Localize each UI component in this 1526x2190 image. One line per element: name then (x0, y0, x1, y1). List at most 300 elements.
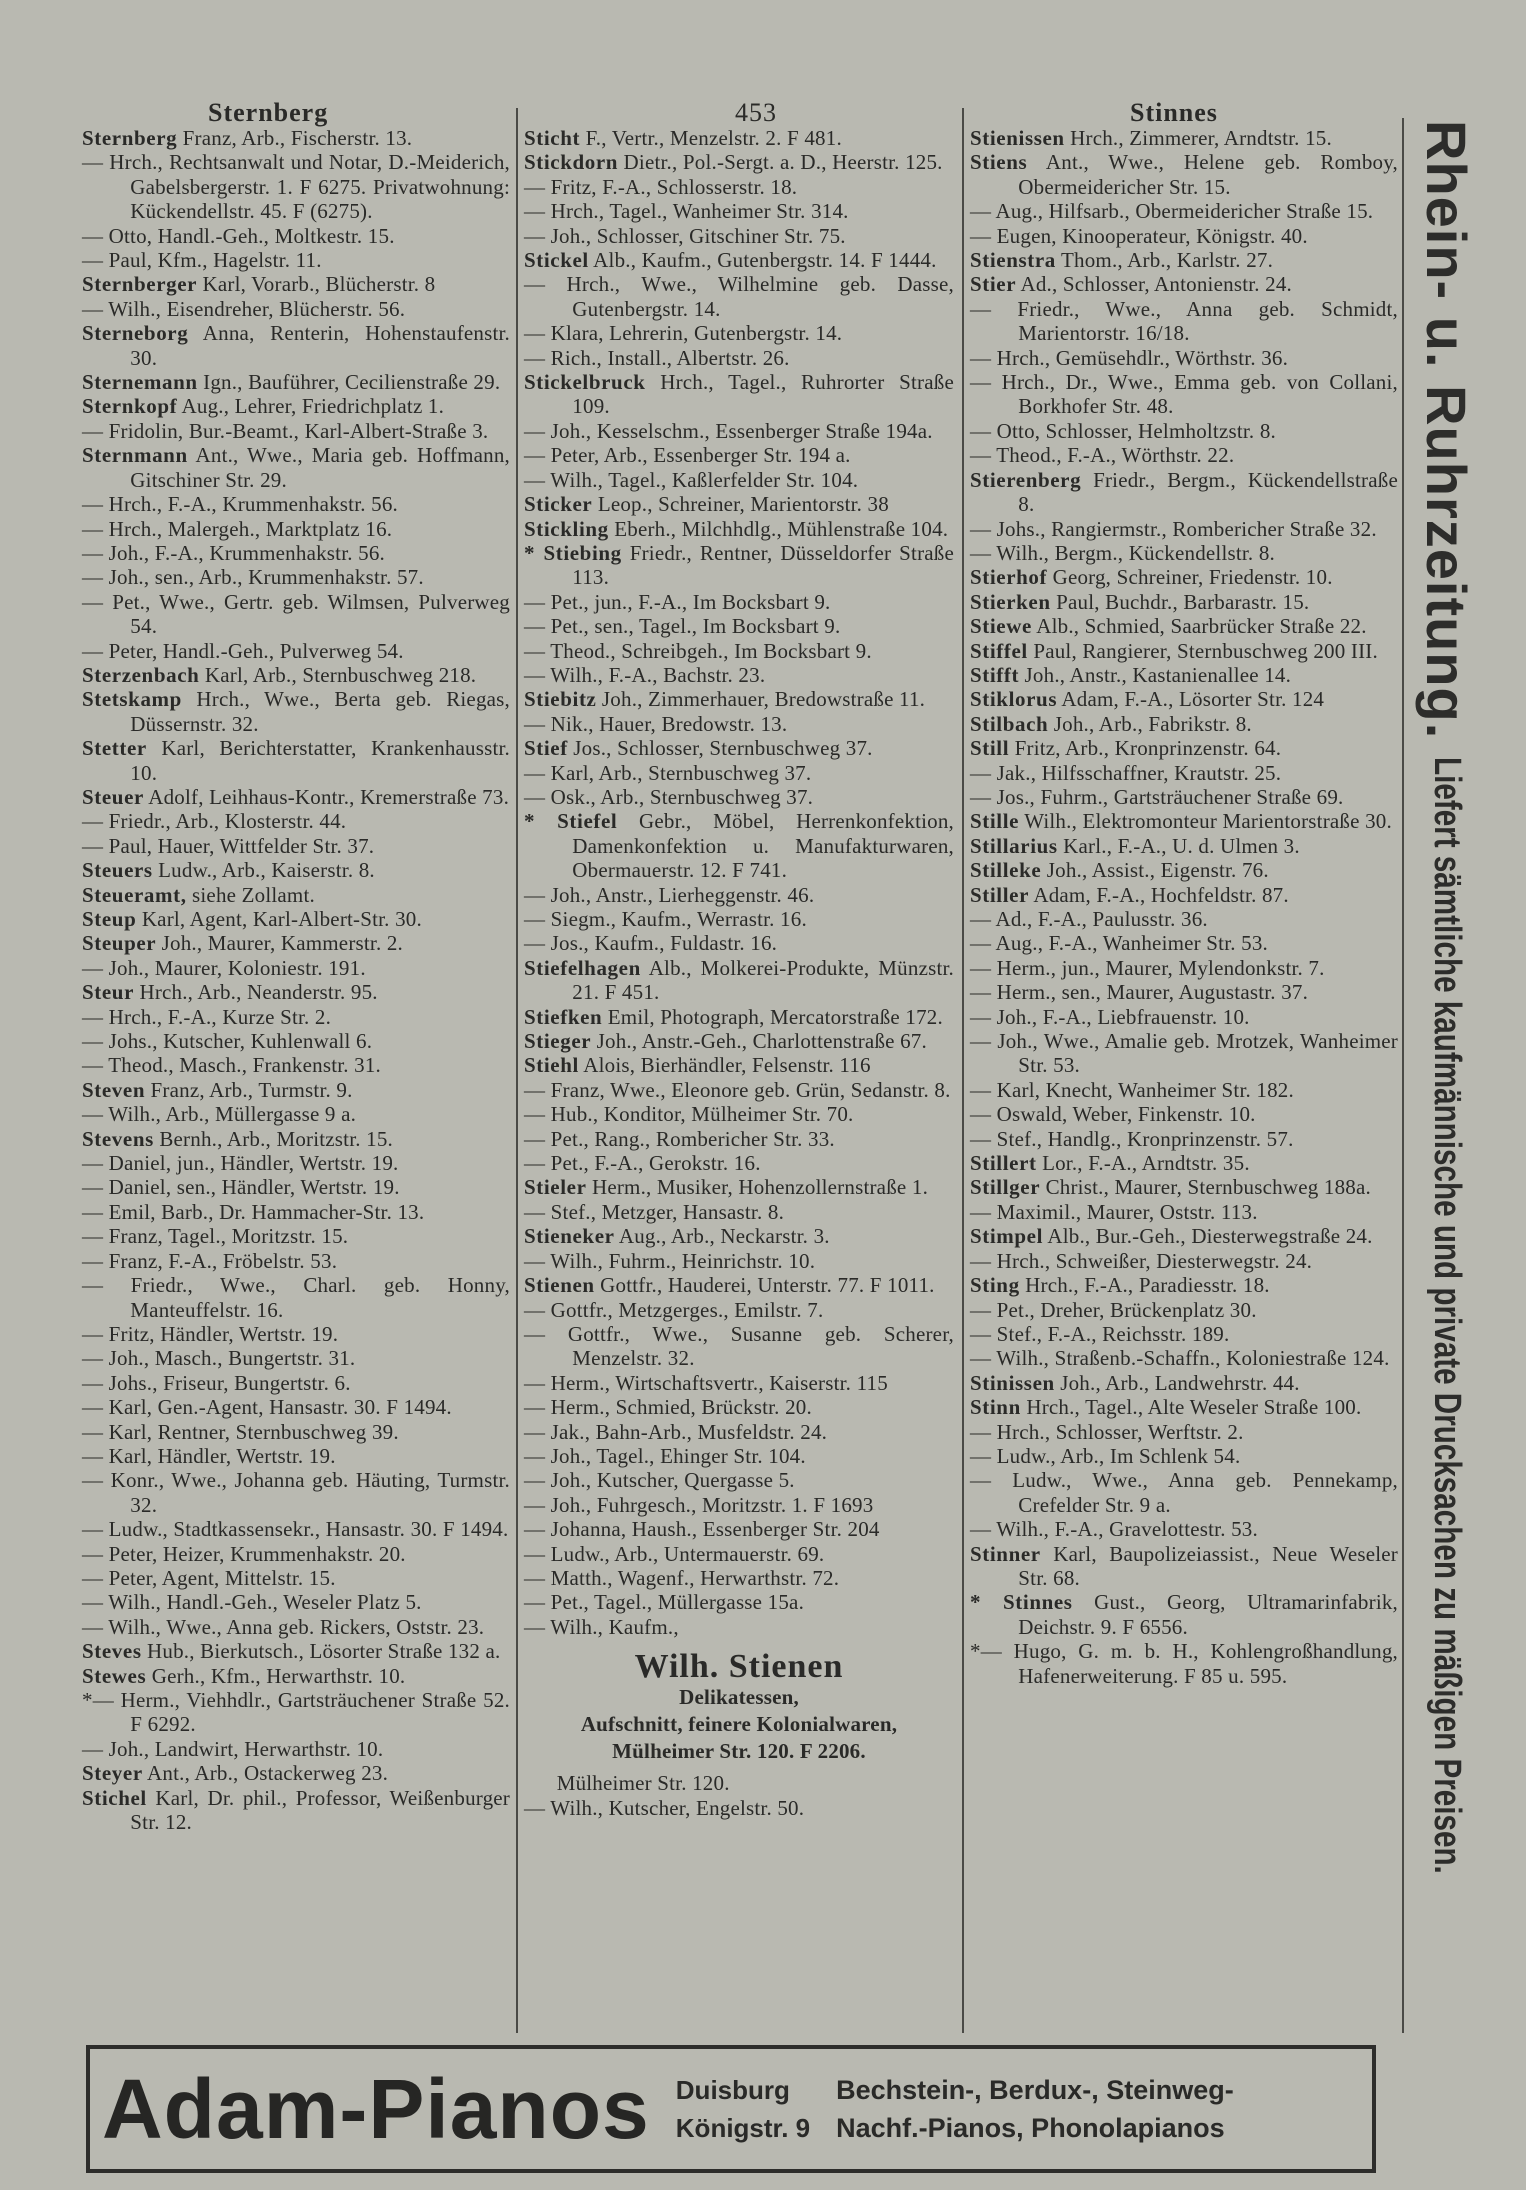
entry-details: Wilh., Elektromonteur Marientorstraße 30. (1024, 809, 1392, 834)
entry-details: Alb., Molkerei-Produkte, Münzstr. 21. F 451. (572, 955, 960, 1005)
entry-details: Jos., Schlosser, Sternbuschweg 37. (573, 736, 873, 761)
entry-details: Joh., Assist., Eigenstr. 76. (1046, 858, 1269, 883)
directory-entry (524, 907, 954, 931)
entry-details: — Wilh., Wwe., Anna geb. Rickers, Oststr. 23. (82, 1614, 485, 1639)
directory-entry (970, 663, 1398, 687)
entry-details: — Joh., Schlosser, Gitschiner Str. 75. (524, 223, 846, 248)
directory-entry (970, 1420, 1398, 1444)
inline-ad-title: Wilh. Stienen (634, 1648, 844, 1686)
directory-entry (82, 834, 510, 858)
directory-entry (82, 1420, 510, 1444)
entry-details: — Pet., Dreher, Brückenplatz 30. (970, 1297, 1257, 1322)
directory-entry (82, 1322, 510, 1346)
entry-details: — Joh., Maurer, Koloniestr. 191. (82, 955, 366, 980)
entry-details: — Hrch., Schweißer, Diesterwegstr. 24. (970, 1248, 1313, 1273)
directory-entry (524, 248, 954, 272)
directory-entry (82, 1224, 510, 1248)
directory-entry (970, 590, 1398, 614)
directory-entry (82, 1346, 510, 1370)
entry-details: — Siegm., Kaufm., Werrastr. 16. (524, 907, 807, 931)
entry-details: Bernh., Arb., Moritzstr. 15. (159, 1126, 393, 1151)
directory-entry (82, 517, 510, 541)
directory-entry (970, 1102, 1398, 1126)
entry-details: — Theod., Schreibgeh., Im Bocksbart 9. (524, 638, 872, 663)
directory-entry (970, 1005, 1398, 1029)
directory-entry (82, 1371, 510, 1395)
entry-details: Herm., Musiker, Hohenzollernstraße 1. (591, 1175, 929, 1200)
entry-details: — Pet., Tagel., Müllergasse 15a. (524, 1590, 805, 1615)
entry-details: — Hrch., Schlosser, Werftstr. 2. (970, 1419, 1244, 1444)
entry-details: Aug., Lehrer, Friedrichplatz 1. (181, 394, 445, 419)
entry-surname: Stiefken (524, 1004, 603, 1029)
directory-entry (970, 1639, 1404, 1688)
directory-entry (524, 1249, 954, 1273)
directory-entry (82, 541, 510, 565)
entry-surname: Stiewe (970, 614, 1032, 639)
entry-details: — Karl, Händler, Wertstr. 19. (82, 1443, 336, 1468)
directory-entry (524, 687, 954, 711)
entry-surname: Stickling (524, 516, 609, 541)
entry-surname: Stieneker (524, 1224, 615, 1249)
directory-entry (524, 1542, 954, 1566)
entry-details: — Joh., F.-A., Krummenhakstr. 56. (82, 540, 385, 565)
directory-entry (970, 956, 1398, 980)
entry-details: Ad., Schlosser, Antonienstr. 24. (1020, 272, 1293, 297)
directory-entry (82, 150, 516, 224)
entry-details: *— Hugo, G. m. b. H., Kohlengroßhandlung, Hafenerweiterung. F 85 u. 595. (970, 1639, 1404, 1688)
directory-entry (524, 1493, 954, 1517)
entry-details: Dietr., Pol.-Sergt. a. D., Heerstr. 125. (623, 150, 943, 175)
directory-entry (82, 931, 510, 955)
directory-entry (970, 1078, 1398, 1102)
directory-entry (524, 955, 960, 1005)
entry-details: — Hrch., Malergeh., Marktplatz 16. (82, 516, 393, 541)
entry-details: — Joh., Kesselschm., Essenberger Straße 194a. (524, 418, 933, 443)
entry-details: Karl., F.-A., U. d. Ulmen 3. (1063, 833, 1300, 858)
entry-details: — Gottfr., Metzgerges., Emilstr. 7. (524, 1297, 824, 1322)
directory-entry (82, 1151, 510, 1175)
entry-details: — Fritz, Händler, Wertstr. 19. (82, 1321, 339, 1346)
entry-surname: Stilleke (970, 858, 1042, 883)
entry-details: — Wilh., Handl.-Geh., Weseler Platz 5. (82, 1590, 422, 1615)
directory-entry (82, 1249, 510, 1273)
entry-details: — Osk., Arb., Sternbuschweg 37. (524, 784, 814, 809)
directory-entry (524, 809, 960, 883)
directory-entry (970, 1298, 1398, 1322)
entry-surname: Stillger (970, 1175, 1041, 1200)
entry-details: Joh., Anstr., Kastanienallee 14. (1024, 662, 1292, 687)
entry-surname: Stinissen (970, 1370, 1055, 1395)
directory-entry (524, 1395, 954, 1419)
entry-details: Friedr., Bergm., Kückendellstraße 8. (1018, 467, 1404, 517)
directory-entry (970, 541, 1398, 565)
entry-surname: Steven (82, 1077, 146, 1102)
directory-entry (82, 663, 510, 687)
entry-details: — Wilh., F.-A., Bachstr. 23. (524, 662, 766, 687)
directory-entry (82, 1542, 510, 1566)
entry-surname: Stetter (82, 736, 147, 761)
bottom-ad-address: Königstr. 9 (675, 2113, 811, 2143)
entry-details: — Herm., jun., Maurer, Mylendonkstr. 7. (970, 955, 1325, 980)
entry-details: — Rich., Install., Albertstr. 26. (524, 345, 790, 370)
directory-entry (82, 1053, 510, 1077)
directory-entry (82, 1175, 510, 1199)
directory-entry (82, 1078, 510, 1102)
entry-details: — Franz, F.-A., Fröbelstr. 53. (82, 1248, 338, 1273)
directory-entry (970, 443, 1398, 467)
bottom-ad-brand: Adam-Pianos (102, 2061, 650, 2156)
directory-entry (970, 639, 1398, 663)
directory-entry (82, 956, 510, 980)
directory-entry (970, 126, 1398, 150)
entry-details: — Franz, Tagel., Moritzstr. 15. (82, 1224, 349, 1249)
directory-entry (82, 565, 510, 589)
entry-surname: Steur (82, 980, 134, 1005)
entry-details: — Paul, Kfm., Hagelstr. 11. (82, 248, 322, 273)
entry-details: — Theod., Masch., Frankenstr. 31. (82, 1053, 382, 1078)
entry-surname: Sterneborg (82, 321, 189, 346)
entry-details: Emil, Photograph, Mercatorstraße 172. (607, 1004, 943, 1029)
entry-surname: Stienissen (970, 126, 1065, 150)
entry-surname: Sternemann (82, 370, 198, 395)
side-advertisement (1408, 120, 1486, 2020)
entry-details: — Hrch., Tagel., Wanheimer Str. 314. (524, 199, 849, 224)
entry-details: — Eugen, Kinooperateur, Königstr. 40. (970, 223, 1308, 248)
directory-entry (970, 687, 1398, 711)
entry-details: siehe Zollamt. (192, 882, 315, 907)
bottom-advertisement (86, 2045, 1376, 2173)
directory-entry (970, 1029, 1404, 1078)
entry-details: — Joh., Kutscher, Quergasse 5. (524, 1468, 795, 1493)
directory-entry (970, 419, 1398, 443)
entry-details: Gerh., Kfm., Herwarthstr. 10. (151, 1663, 406, 1688)
entry-surname: Stewes (82, 1663, 147, 1688)
directory-entry (82, 809, 510, 833)
directory-entry (524, 1771, 954, 1795)
entry-details: Hrch., Tagel., Alte Weseler Straße 100. (1026, 1395, 1362, 1420)
entry-details: Ludw., Arb., Kaiserstr. 8. (158, 858, 375, 883)
entry-details: — Joh., Landwirt, Herwarthstr. 10. (82, 1736, 384, 1761)
directory-entry (970, 1151, 1398, 1175)
entry-details: Alb., Bur.-Geh., Diesterwegstraße 24. (1047, 1224, 1373, 1249)
entry-surname: Stickel (524, 248, 589, 273)
directory-entry (524, 199, 954, 223)
entry-details: — Stef., Metzger, Hansastr. 8. (524, 1199, 785, 1224)
directory-entry (82, 1273, 516, 1322)
entry-surname: Steyer (82, 1761, 143, 1786)
entry-details: — Friedr., Wwe., Anna geb. Schmidt, Marientorstr. 16/18. (970, 296, 1404, 346)
side-ad-title: Rhein- u. Ruhrzeitung. (1415, 120, 1479, 740)
entry-details: — Otto, Schlosser, Helmholtzstr. 8. (970, 418, 1276, 443)
bottom-ad-line2: Nachf.-Pianos, Phonolapianos (836, 2113, 1225, 2143)
directory-entry (970, 1371, 1398, 1395)
entry-details: Alb., Schmied, Saarbrücker Straße 22. (1036, 614, 1367, 639)
entry-details: — Pet., jun., F.-A., Im Bocksbart 9. (524, 589, 831, 614)
directory-entry (82, 639, 510, 663)
entry-details: Joh., Zimmerhauer, Bredowstraße 11. (601, 687, 926, 712)
directory-entry (524, 1444, 954, 1468)
directory-entry (524, 1796, 954, 1820)
directory-entry (970, 1249, 1398, 1273)
entry-details: Adolf, Leihhaus-Kontr., Kremerstraße 73. (148, 784, 510, 809)
directory-entry (82, 297, 510, 321)
entry-details: — Oswald, Weber, Finkenstr. 10. (970, 1102, 1256, 1127)
entry-details: Paul, Rangierer, Sternbuschweg 200 III. (1033, 638, 1378, 663)
directory-entry (524, 443, 954, 467)
entry-details: — Peter, Heizer, Krummenhakstr. 20. (82, 1541, 406, 1566)
entry-details: — Stef., Handlg., Kronprinzenstr. 57. (970, 1126, 1294, 1151)
entry-details: — Friedr., Arb., Klosterstr. 44. (82, 809, 347, 834)
directory-entry (970, 565, 1398, 589)
entry-details: Adam, F.-A., Hochfeldstr. 87. (1033, 882, 1289, 907)
entry-details: — Joh., Anstr., Lierheggenstr. 46. (524, 882, 815, 907)
directory-entry (524, 663, 954, 687)
entry-details: — Aug., Hilfsarb., Obermeidericher Straße 15. (970, 199, 1374, 224)
entry-surname: Steup (82, 907, 137, 931)
directory-entry (970, 296, 1404, 346)
directory-entry (970, 248, 1398, 272)
entry-details: Gust., Georg, Ultramarinfabrik, Deichstr. 9. F 6556. (1018, 1590, 1404, 1639)
directory-entry (82, 907, 510, 931)
directory-entry (82, 1517, 510, 1541)
entry-details: — Wilh., Arb., Müllergasse 9 a. (82, 1102, 357, 1127)
directory-entry (970, 1127, 1398, 1151)
entry-surname: Steueramt, (82, 882, 187, 907)
directory-entry (82, 1102, 510, 1126)
entry-surname: * Stinnes (970, 1590, 1073, 1615)
entry-details: Paul, Buchdr., Barbarastr. 15. (1056, 589, 1310, 614)
directory-entry (970, 907, 1398, 931)
entry-details: Hrch., Arb., Neanderstr. 95. (139, 980, 378, 1005)
entry-surname: * Stiefel (524, 809, 618, 834)
directory-entry (82, 248, 510, 272)
directory-entry (524, 175, 954, 199)
directory-entry (970, 736, 1398, 760)
directory-entry (524, 272, 960, 321)
directory-entry (970, 1517, 1398, 1541)
entry-details: Joh., Anstr.-Geh., Charlottenstraße 67. (596, 1029, 927, 1054)
directory-entry (524, 785, 954, 809)
entry-details: — Gottfr., Wwe., Susanne geb. Scherer, Menzelstr. 32. (524, 1321, 960, 1371)
directory-entry (82, 1737, 510, 1761)
entry-details: — Karl, Knecht, Wanheimer Str. 182. (970, 1077, 1294, 1102)
directory-entry (524, 419, 954, 443)
entry-details: — Daniel, jun., Händler, Wertstr. 19. (82, 1151, 399, 1176)
entry-details: — Hrch., Dr., Wwe., Emma geb. von Collani, Borkhofer Str. 48. (970, 370, 1404, 419)
directory-entry (970, 980, 1398, 1004)
entry-surname: Stieger (524, 1029, 592, 1054)
directory-column-2 (524, 126, 960, 1820)
entry-details: — Herm., Schmied, Brückstr. 20. (524, 1395, 812, 1420)
directory-entry (82, 492, 510, 516)
entry-surname: Stiebitz (524, 687, 597, 712)
directory-entry (524, 1005, 954, 1029)
side-ad-text: Liefert sämtliche kaufmännische und private Drucksachen zu mäßigen Preisen. (1426, 757, 1469, 1875)
entry-details: — Ludw., Arb., Untermauerstr. 69. (524, 1541, 825, 1566)
entry-details: — Pet., sen., Tagel., Im Bocksbart 9. (524, 614, 841, 639)
directory-entry (970, 224, 1398, 248)
entry-details: Alois, Bierhändler, Felsenstr. 116 (583, 1053, 871, 1078)
entry-details: — Hrch., Wwe., Wilhelmine geb. Dasse, Gutenbergstr. 14. (524, 272, 960, 321)
entry-details: — Jos., Fuhrm., Gartsträuchener Straße 69. (970, 784, 1344, 809)
entry-details: — Stef., F.-A., Reichsstr. 189. (970, 1321, 1230, 1346)
entry-details: — Karl, Rentner, Sternbuschweg 39. (82, 1419, 399, 1444)
inline-ad-line: Aufschnitt, feinere Kolonialwaren, (580, 1712, 898, 1737)
entry-details: — Emil, Barb., Dr. Hammacher-Str. 13. (82, 1199, 425, 1224)
entry-details: — Fridolin, Bur.-Beamt., Karl-Albert-Straße 3. (82, 418, 489, 443)
entry-surname: * Stiebing (524, 540, 622, 565)
entry-details: — Ludw., Stadtkassensekr., Hansastr. 30. F 1494. (82, 1517, 509, 1542)
directory-entry (82, 1615, 510, 1639)
entry-surname: Sternmann (82, 443, 188, 468)
entry-surname: Stinner (970, 1541, 1041, 1566)
entry-details: — Nik., Hauer, Bredowstr. 13. (524, 711, 788, 736)
entry-surname: Sticht (524, 126, 581, 150)
directory-entry (524, 540, 960, 590)
entry-details: Franz, Arb., Fischerstr. 13. (182, 126, 413, 150)
directory-entry (524, 1200, 954, 1224)
directory-entry (970, 150, 1404, 199)
entry-details: — Friedr., Wwe., Charl. geb. Honny, Manteuffelstr. 16. (82, 1273, 516, 1322)
directory-entry (82, 1664, 510, 1688)
entry-details: Karl, Arb., Sternbuschweg 218. (204, 662, 477, 687)
directory-entry (970, 1395, 1398, 1419)
entry-surname: Steuper (82, 931, 157, 956)
directory-entry (524, 1321, 960, 1371)
directory-entry (524, 1175, 954, 1199)
entry-details: Christ., Maurer, Sternbuschweg 188a. (1045, 1175, 1371, 1200)
directory-entry (970, 346, 1398, 370)
entry-surname: Stillarius (970, 833, 1058, 858)
entry-details: — Karl, Arb., Sternbuschweg 37. (524, 760, 812, 785)
entry-details: — Jos., Kaufm., Fuldastr. 16. (524, 931, 778, 956)
directory-entry (970, 1468, 1404, 1517)
directory-entry (524, 1078, 954, 1102)
entry-surname: Stille (970, 809, 1020, 834)
directory-entry (970, 1322, 1398, 1346)
entry-details: Hrch., Zimmerer, Arndtstr. 15. (1070, 126, 1332, 150)
entry-details: — Pet., Wwe., Gertr. geb. Wilmsen, Pulverweg 54. (82, 589, 516, 639)
directory-entry (524, 321, 954, 345)
entry-surname: Stiller (970, 882, 1030, 907)
entry-details: Lor., F.-A., Arndtstr. 35. (1042, 1151, 1250, 1176)
entry-details: — Joh., Tagel., Ehinger Str. 104. (524, 1443, 806, 1468)
directory-entry (82, 370, 510, 394)
entry-surname: Stilbach (970, 711, 1049, 736)
entry-surname: Sterzenbach (82, 662, 200, 687)
directory-entry (970, 1444, 1398, 1468)
entry-details: Alb., Kaufm., Gutenbergstr. 14. F 1444. (593, 248, 937, 273)
directory-entry (524, 883, 954, 907)
directory-entry (524, 1590, 954, 1614)
entry-details: — Paul, Hauer, Wittfelder Str. 37. (82, 833, 375, 858)
entry-details: — Wilh., Eisendreher, Blücherstr. 56. (82, 296, 406, 321)
entry-surname: Stickelbruck (524, 370, 646, 395)
directory-entry (524, 370, 960, 419)
directory-entry (524, 1127, 954, 1151)
entry-details: — Pet., F.-A., Gerokstr. 16. (524, 1151, 761, 1176)
entry-surname: Sternkopf (82, 394, 178, 419)
entry-details: — Joh., Masch., Bungertstr. 31. (82, 1346, 356, 1371)
entry-details: — Johs., Friseur, Bungertstr. 6. (82, 1370, 351, 1395)
directory-column-3 (970, 126, 1404, 1688)
directory-entry (524, 1468, 954, 1492)
entry-details: — Johs., Kutscher, Kuhlenwall 6. (82, 1029, 373, 1054)
entry-surname: Sting (970, 1273, 1020, 1298)
entry-details: — Joh., Fuhrgesch., Moritzstr. 1. F 1693 (524, 1492, 874, 1517)
entry-details: — Wilh., F.-A., Gravelottestr. 53. (970, 1517, 1258, 1542)
inline-ad-line: Mülheimer Str. 120. F 2206. (612, 1739, 866, 1764)
entry-details: — Pet., Rang., Rombericher Str. 33. (524, 1126, 835, 1151)
entry-details: Karl, Agent, Karl-Albert-Str. 30. (141, 907, 422, 931)
directory-entry (82, 1468, 516, 1517)
entry-surname: Stiffel (970, 638, 1028, 663)
directory-entry (82, 1688, 516, 1737)
entry-details: — Matth., Wagenf., Herwarthstr. 72. (524, 1565, 840, 1590)
directory-column-1 (82, 126, 516, 1835)
entry-surname: Stierhof (970, 565, 1048, 590)
entry-details: — Herm., sen., Maurer, Augustastr. 37. (970, 980, 1309, 1005)
directory-entry (82, 1761, 510, 1785)
entry-details: Hrch., F.-A., Paradiesstr. 18. (1025, 1273, 1270, 1298)
column-divider (962, 108, 964, 2033)
entry-details: Thom., Arb., Karlstr. 27. (1060, 248, 1274, 273)
entry-surname: Stevens (82, 1126, 154, 1151)
bottom-ad-line1: Bechstein-, Berdux-, Steinweg- (836, 2075, 1234, 2105)
entry-details: Karl, Dr. phil., Professor, Weißenburger Str. 12. (130, 1785, 516, 1835)
entry-details: — Ad., F.-A., Paulusstr. 36. (970, 907, 1208, 931)
directory-entry (82, 980, 510, 1004)
entry-details: — Daniel, sen., Händler, Wertstr. 19. (82, 1175, 400, 1200)
entry-details: Hrch., Tagel., Ruhrorter Straße 109. (572, 370, 960, 419)
directory-entry (524, 736, 954, 760)
directory-entry (970, 370, 1404, 419)
entry-details: Joh., Arb., Landwehrstr. 44. (1060, 1370, 1300, 1395)
entry-details: — Peter, Agent, Mittelstr. 15. (82, 1565, 336, 1590)
entry-details: — Jak., Bahn-Arb., Musfeldstr. 24. (524, 1419, 828, 1444)
entry-surname: Stichel (82, 1785, 147, 1810)
entry-surname: Stier (970, 272, 1017, 297)
page-number: 453 (735, 98, 777, 127)
entry-surname: Stinn (970, 1395, 1021, 1420)
directory-entry (970, 834, 1398, 858)
entry-details: Aug., Arb., Neckarstr. 3. (618, 1224, 830, 1249)
directory-entry (82, 272, 510, 296)
entry-details: *— Herm., Viehhdlr., Gartsträuchener Straße 52. F 6292. (82, 1688, 516, 1737)
entry-surname: Stierken (970, 589, 1051, 614)
directory-entry (970, 1200, 1398, 1224)
directory-entry (82, 589, 516, 639)
entry-details: Ant., Wwe., Helene geb. Romboy, Obermeidericher Str. 15. (1018, 150, 1404, 199)
directory-entry (82, 394, 510, 418)
directory-entry (524, 1053, 954, 1077)
entry-details: — Ludw., Wwe., Anna geb. Pennekamp, Crefelder Str. 9 a. (970, 1468, 1404, 1517)
directory-entry (82, 687, 516, 736)
entry-details: Georg, Schreiner, Friedenstr. 10. (1052, 565, 1333, 590)
directory-entry (970, 858, 1398, 882)
entry-details: Karl, Vorarb., Blücherstr. 8 (202, 272, 436, 297)
directory-entry (524, 1420, 954, 1444)
directory-entry (970, 1175, 1398, 1199)
inline-advertisement (524, 1648, 954, 1765)
entry-details: — Wilh., Kutscher, Engelstr. 50. (524, 1795, 805, 1820)
entry-details: — Wilh., Fuhrm., Heinrichstr. 10. (524, 1248, 816, 1273)
directory-entry (82, 126, 510, 150)
directory-entry (970, 1346, 1398, 1370)
directory-entry (524, 1102, 954, 1126)
directory-entry (524, 517, 954, 541)
entry-surname: Stief (524, 736, 568, 761)
